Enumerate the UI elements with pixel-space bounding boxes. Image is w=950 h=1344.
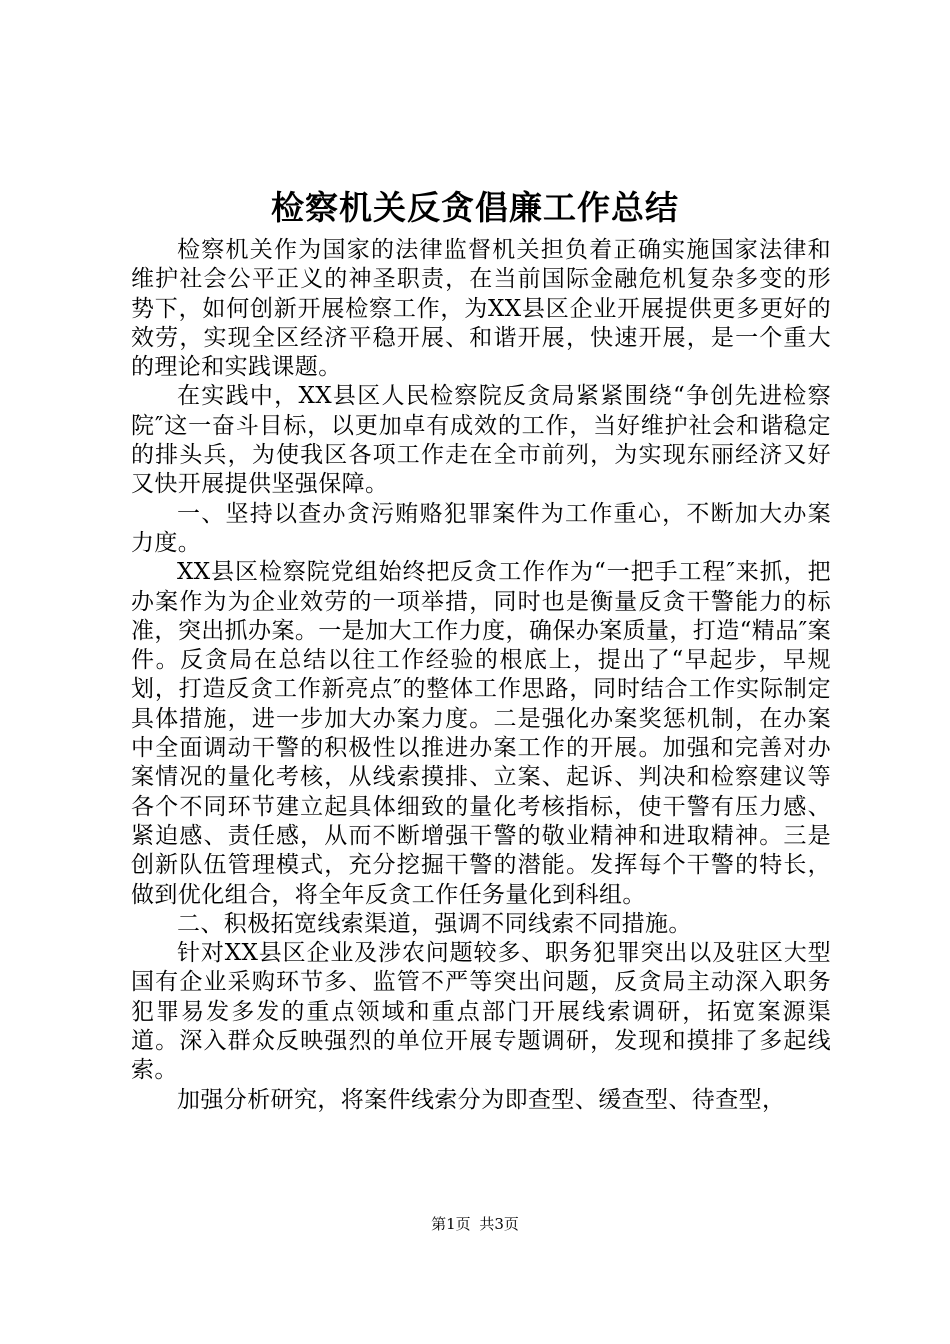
page-total: 共3页 <box>479 1215 519 1233</box>
page-footer <box>0 1214 950 1234</box>
paragraph-practice: 在实践中，XX县区人民检察院反贪局紧紧围绕“争创先进检察院″这一奋斗目标，以更加卓有成效的工作，当好维护社会和谐稳定的排头兵，为使我区各项工作走在全市前列，为实现东丽经济又好又快开展提供坚强保障。 <box>131 383 831 498</box>
paragraph-analysis: 加强分析研究，将案件线索分为即查型、缓查型、待查型， <box>177 1086 786 1113</box>
document-title: 检察机关反贪倡廉工作总结 <box>271 188 679 227</box>
paragraph-section-1: XX县区检察院党组始终把反贪工作作为“一把手工程″来抓，把办案作为为企业效劳的一项举措，同时也是衡量反贪干警能力的标准，突出抓办案。一是加大工作力度，确保办案质量，打造“精品″案件。反贪局在总结以往工作经验的根底上，提出了“早起步，早规划，打造反贪工作新亮点″的整体工作思路，同时结合工作实际制定具体措施，进一步加大办案力度。二是强化办案奖惩机制，在办案中全面调动干警的积极性以推进办案工作的开展。加强和完善对办案情况的量化考核，从线索摸排、立案、起诉、判决和检察建议等各个不同环节建立起具体细致的量化考核指标，使干警有压力感、紧迫感、责任感，从而不断增强干警的敬业精神和进取精神。三是创新队伍管理模式，充分挖掘干警的潜能。发挥每个干警的特长，做到优化组合，将全年反贪工作任务量化到科组。 <box>131 559 831 908</box>
paragraph-section-2: 针对XX县区企业及涉农问题较多、职务犯罪突出以及驻区大型国有企业采购环节多、监管不严等突出问题，反贪局主动深入职务犯罪易发多发的重点领域和重点部门开展线索调研，拓宽案源渠道。深入群众反映强烈的单位开展专题调研，发现和摸排了多起线索。 <box>131 940 831 1084</box>
section-heading-1: 一、坚持以查办贪污贿赂犯罪案件为工作重心，不断加大办案力度。 <box>131 500 831 556</box>
section-heading-2: 二、积极拓宽线索渠道，强调不同线索不同措施。 <box>177 910 692 937</box>
paragraph-intro: 检察机关作为国家的法律监督机关担负着正确实施国家法律和维护社会公平正义的神圣职责，在当前国际金融危机复杂多变的形势下，如何创新开展检察工作，为XX县区企业开展提供更多更好的效劳，实现全区经济平稳开展、和谐开展，快速开展，是一个重大的理论和实践课题。 <box>131 237 831 381</box>
document-body <box>131 236 831 1115</box>
page-number: 第1页 <box>431 1215 471 1233</box>
